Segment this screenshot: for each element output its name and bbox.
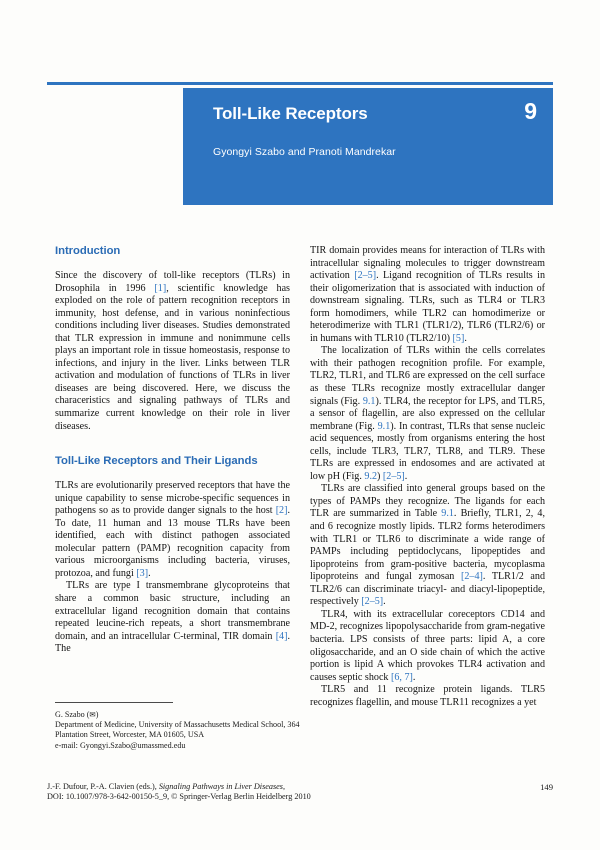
text-run: . Briefly, TLR1, 2, 4, and 6 recognize mostly lipids. TLR2 forms heterodimers with TLR1 or TLR6 to discriminate a wide range of PAMPs including peptidoclycans, lipopeptides and lipoproteins from gram-positive bacteria, mycoplasma lipoproteins and fungal zymosan bbox=[310, 508, 545, 583]
text-run: ). TLR4, the receptor for LPS, and TLR5, a sensor of flagellin, are also expressed on the cellular membrane (Fig. bbox=[310, 395, 545, 432]
paragraph-tir-domain bbox=[310, 245, 545, 345]
citation-ref[interactable]: [2–5] bbox=[382, 470, 405, 482]
text-run: TLRs are classified into general groups based on the types of PAMPs they recognize. The ligands for each TLR are summarized in Table bbox=[310, 483, 545, 520]
footer-citation bbox=[47, 782, 477, 792]
text-run: J.-F. Dufour, P.-A. Clavien (eds.), bbox=[47, 782, 159, 791]
chapter-authors: Gyongyi Szabo and Pranoti Mandrekar bbox=[213, 146, 396, 158]
footer-doi: DOI: 10.1007/978-3-642-00150-5_9, © Springer-Verlag Berlin Heidelberg 2010 bbox=[47, 792, 311, 802]
footnote-email[interactable]: e-mail: Gyongyi.Szabo@umassmed.edu bbox=[55, 740, 186, 750]
figure-ref[interactable]: 9.1 bbox=[377, 420, 391, 432]
text-run: ). In contrast, TLRs that sense nucleic acid sequences, mostly from organisms entering the host cells, include TLR3, TLR7, TLR8, and TLR9. These TLRs are expressed in endosomes and are activated at low pH (Fig. bbox=[310, 420, 545, 482]
text-run: TLR4, with its extracellular coreceptors CD14 and MD-2, recognizes lipopolysaccharide from gram-negative bacteria. LPS consists of three parts: lipid A, a core oligosaccharide, and an O side chain of which the active portion is lipid A which provokes TLR4 activation and causes septic shock bbox=[310, 608, 545, 683]
chapter-header-banner bbox=[183, 88, 553, 205]
paragraph-classification bbox=[310, 483, 545, 608]
paragraph-tlr4 bbox=[310, 609, 545, 684]
citation-ref[interactable]: [4] bbox=[275, 630, 288, 642]
footnote-divider bbox=[55, 702, 173, 703]
text-run: G. Szabo ( bbox=[55, 710, 90, 719]
citation-ref[interactable]: [1] bbox=[154, 282, 167, 294]
left-column bbox=[55, 245, 290, 656]
citation-ref[interactable]: [2] bbox=[275, 505, 288, 517]
citation-ref[interactable]: [2–5] bbox=[354, 270, 377, 282]
text-run: . TLR1/2 and TLR2/6 can discriminate triacyl- and diacyl-lipopeptide, respectively bbox=[310, 571, 545, 608]
text-run: . Ligand recognition of TLRs results in their oligomerization that is associated with induction of downstream signaling. TLRs, such as TLR4 or TLR3 form homodimers, while TLR2 can homodimerize or heterodimerize with TLR1 (TLR1/2), TLR6 (TLR2/6) or in humans with TLR10 (TLR2/10) bbox=[310, 270, 545, 344]
section-heading-ligands: Toll-Like Receptors and Their Ligands bbox=[55, 455, 258, 468]
author-footnote bbox=[55, 702, 305, 751]
citation-ref[interactable]: [5] bbox=[452, 332, 465, 344]
page-footer bbox=[47, 782, 553, 803]
text-run: TIR domain provides means for interaction of TLRs with intracellular signaling molecules to trigger downstream activation bbox=[310, 245, 545, 282]
text-run: . bbox=[148, 567, 151, 579]
text-run: , bbox=[282, 782, 286, 791]
text-run: , scientific knowledge has exploded on the role of pattern recognition receptors in immunity, host defense, and in various noninfectious conditions including liver diseases. Studies demonstrated that TLR expression in immune and nonimmune cells plays an important role in tissue homeostasis, response to infections, and injury in the liver. Links between TLR activation and modulation of functions of TLRs in liver diseases are being discovered. Here, we discuss the characeristics and signaling pathways of TLRs and summarize current knowledge on their role in liver diseases. bbox=[55, 282, 290, 432]
paragraph-localization bbox=[310, 345, 545, 483]
text-run: . bbox=[404, 470, 408, 482]
chapter-title: Toll-Like Receptors bbox=[213, 104, 368, 123]
citation-ref[interactable]: [3] bbox=[136, 567, 149, 579]
right-column bbox=[310, 245, 545, 709]
paragraph-tlr-overview bbox=[55, 480, 290, 580]
footnote-author bbox=[55, 710, 305, 720]
text-run: Since the discovery of toll-like receptors (TLRs) in Drosophila in 1996 bbox=[55, 270, 290, 294]
text-run: ) bbox=[377, 470, 383, 482]
book-title: Signaling Pathways in Liver Diseases bbox=[158, 782, 283, 791]
table-ref[interactable]: 9.1 bbox=[441, 508, 454, 520]
text-run: TLRs are evolutionarily preserved receptors that have the unique capability to sense microbe-specific sequences in pathogens so as to provide danger signals to the host bbox=[55, 480, 290, 517]
text-run: ) bbox=[95, 710, 99, 719]
paragraph-tlr5: TLR5 and 11 recognize protein ligands. TLR5 recognizes flagellin, and mouse TLR11 recognizes a yet bbox=[310, 684, 545, 708]
citation-ref[interactable]: [6, 7] bbox=[391, 671, 413, 683]
figure-ref[interactable]: 9.1 bbox=[362, 395, 376, 407]
section-heading-introduction: Introduction bbox=[55, 245, 121, 257]
paragraph-glycoproteins bbox=[55, 580, 290, 655]
text-run: . bbox=[383, 596, 386, 608]
page-number: 149 bbox=[540, 782, 553, 792]
text-run: . The bbox=[55, 630, 290, 655]
text-run: . To date, 11 human and 13 mouse TLRs have been identified, each with distinct pathogen associated molecular pattern (PAMP) recognition capacity from various microorganisms including bacteria, viruses, protozoa, and fungi bbox=[55, 505, 290, 579]
citation-ref[interactable]: [2–5] bbox=[361, 596, 384, 608]
text-run: . bbox=[464, 332, 467, 344]
text-run: The localization of TLRs within the cells correlates with their pathogen recognition profile. For example, TLR2, TLR1, and TLR6 are expressed on the cell surface as these TLRs recognize mostly extracellular danger signals (Fig. bbox=[310, 345, 545, 407]
footnote-affiliation: Department of Medicine, University of Massachusetts Medical School, 364 Plantation Street, Worcester, MA 01605, USA bbox=[55, 720, 300, 740]
text-run: . bbox=[412, 671, 416, 683]
envelope-icon: ✉ bbox=[89, 710, 96, 719]
citation-ref[interactable]: [2–4] bbox=[460, 571, 483, 583]
chapter-number: 9 bbox=[524, 98, 537, 124]
text-run: TLRs are type I transmembrane glycoproteins that share a common basic structure, including an extracellular ligand recognition domain that contains repeated leucine-rich repeats, a short transmembrane domain, and an intracellular C-terminal, TIR domain bbox=[55, 580, 290, 642]
figure-ref[interactable]: 9.2 bbox=[364, 470, 378, 482]
paragraph-intro bbox=[55, 270, 290, 433]
header-rule bbox=[47, 82, 553, 85]
